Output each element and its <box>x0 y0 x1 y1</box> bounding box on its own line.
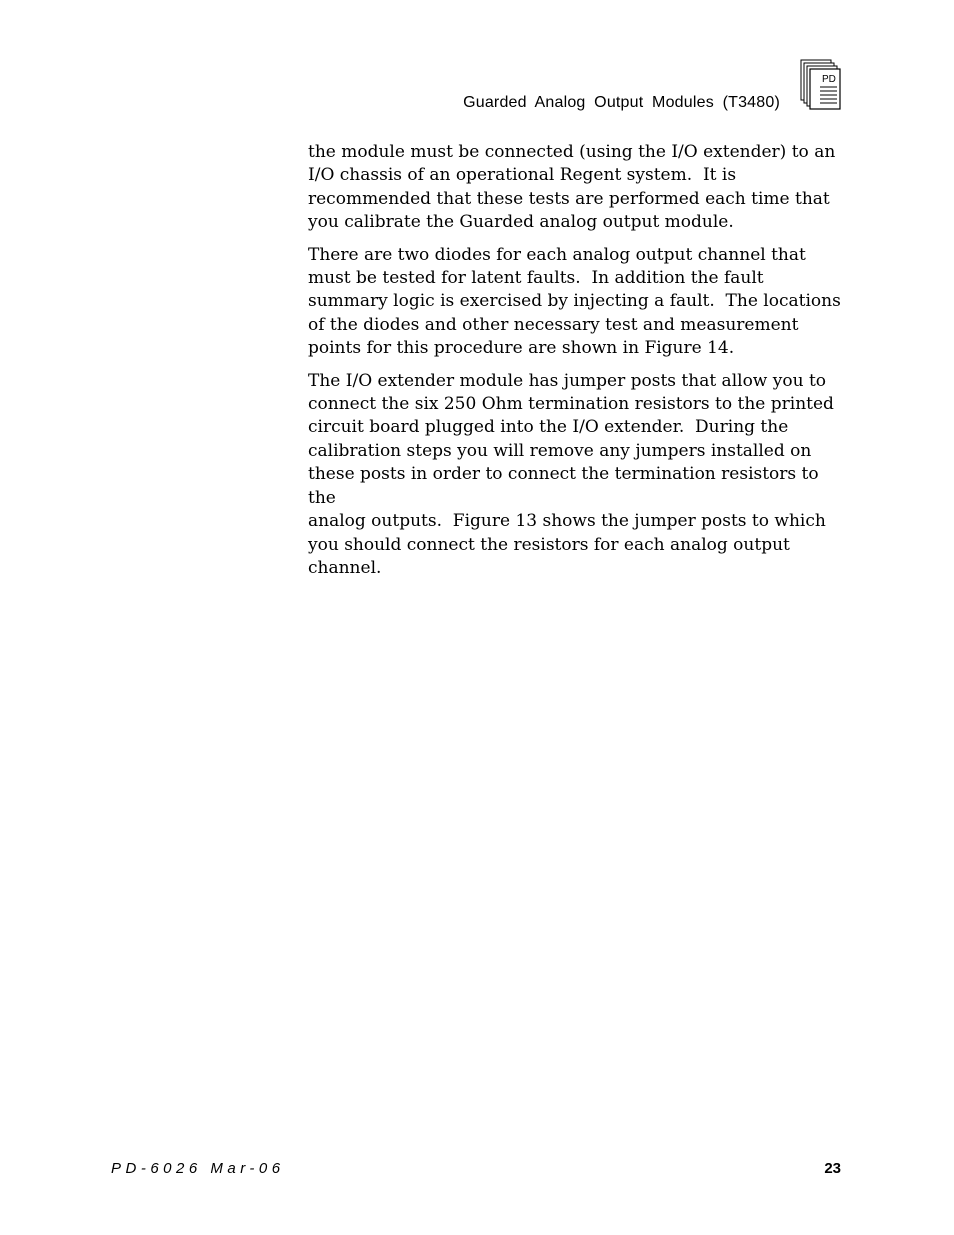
body-text <box>308 141 843 589</box>
page-number: 23 <box>824 1160 841 1177</box>
paragraph-1: the module must be connected (using the I/O extender) to an I/O chassis of an operational Regent system. It is recommended that these tests are performed each time that you calibrate the Guarded analog output module. <box>308 142 836 233</box>
paragraph-3: The I/O extender module has jumper posts that allow you to connect the six 250 Ohm termination resistors to the printed circuit board plugged into the I/O extender. During the calibration steps you will remove any jumpers installed on these posts in order to connect the termination resistors to the analog outputs. Figure 13 shows the jumper posts to which you should connect the resistors for each analog output channel. <box>308 370 834 578</box>
running-header: Guarded Analog Output Modules (T3480) <box>463 94 780 111</box>
pd-document-icon <box>800 59 842 111</box>
footer-doc-id: PD-6026 Mar-06 <box>111 1160 285 1177</box>
pd-icon-label: PD <box>822 74 836 85</box>
paragraph-2: There are two diodes for each analog output channel that must be tested for latent faults. In addition the fault summary logic is exercised by injecting a fault. The locations of the diodes and other necessary test and measurement points for this procedure are shown in Figure 14. <box>308 244 841 359</box>
